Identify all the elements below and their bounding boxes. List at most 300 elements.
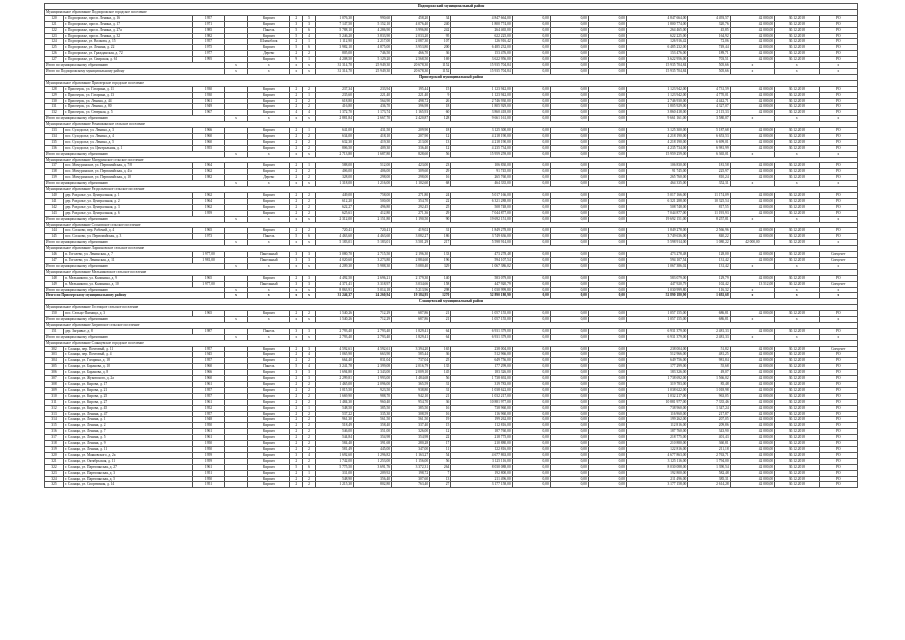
table-cell: 0,00: [512, 92, 550, 98]
table-cell: г. Сланцы, ул. Ленина, д. 2: [64, 423, 193, 429]
table-cell: 42 000,00: [730, 210, 774, 216]
table-cell: Спецсчет: [819, 281, 857, 287]
table-cell: 3 082,27: [392, 234, 430, 240]
table-cell: 42 000,00: [730, 133, 774, 139]
table-cell: 1 065,90: [315, 352, 353, 358]
table-cell: 2: [290, 446, 303, 452]
table-cell: 20 678,30: [392, 68, 430, 74]
table-cell: 91 745,00: [451, 169, 512, 175]
table-cell: 0,00: [588, 382, 626, 388]
table-cell: 0,00: [512, 417, 550, 423]
table-cell: 2: [290, 86, 303, 92]
table-cell: г. Приозерск, ул. Северная, д. 5: [64, 110, 193, 116]
table-cell: 1982: [193, 175, 225, 181]
table-cell: x: [303, 317, 316, 323]
table-cell: 1962: [193, 169, 225, 175]
table-cell: РО: [819, 98, 857, 104]
table-cell: 0,00: [512, 139, 550, 145]
table-cell: 1 067 386,02: [451, 263, 512, 269]
table-cell: 0,00: [512, 98, 550, 104]
table-cell: 209,92: [353, 470, 391, 476]
table-cell: дер. Загривье, д. 8: [64, 328, 193, 334]
table-cell: 0,00: [512, 405, 550, 411]
table-cell: 810,24: [688, 175, 730, 181]
table-cell: 0,00: [588, 169, 626, 175]
table-cell: г. Сланцы, ул. Ленина, д. 1: [64, 417, 193, 423]
table-cell: 30.12.2018: [775, 252, 819, 258]
table-cell: 16: [430, 411, 451, 417]
table-cell: 31: [430, 228, 451, 234]
table-cell: 6 699,01: [688, 139, 730, 145]
table-cell: 200: [430, 45, 451, 51]
table-cell: 23: [430, 163, 451, 169]
table-cell: 305: [45, 364, 64, 370]
table-cell: 2: [290, 133, 303, 139]
table-cell: 423,00: [392, 163, 430, 169]
table-cell: 19: [430, 417, 451, 423]
table-cell: 1: [303, 92, 316, 98]
table-cell: 1 038 622,00: [626, 387, 687, 393]
table-cell: x: [224, 68, 247, 74]
table-cell: 2: [290, 346, 303, 352]
table-cell: x: [290, 181, 303, 187]
table-cell: РО: [819, 382, 857, 388]
table-cell: 42 000,00: [730, 464, 774, 470]
table-cell: 2: [290, 376, 303, 382]
table-cell: 0,00: [512, 133, 550, 139]
table-cell: 1950: [193, 423, 225, 429]
table-cell: x: [819, 116, 857, 122]
table-cell: 1957: [193, 39, 225, 45]
table-cell: РО: [819, 328, 857, 334]
table-cell: 189,71: [688, 51, 730, 57]
table-cell: 594 107,54: [451, 257, 512, 263]
table-cell: 42 000,00: [730, 198, 774, 204]
table-cell: 1 347,24: [688, 405, 730, 411]
table-cell: 42 000,00: [730, 370, 774, 376]
table-cell: 0,00: [550, 328, 588, 334]
table-cell: 221,40: [392, 92, 430, 98]
table-cell: 1 794,00: [688, 458, 730, 464]
table-cell: 30.12.2018: [775, 210, 819, 216]
table-cell: 3 318,97: [353, 281, 391, 287]
table-cell: Кирпич: [248, 275, 290, 281]
table-cell: 30.12.2018: [775, 139, 819, 145]
table-cell: 106 830,00: [626, 163, 687, 169]
table-cell: 354,98: [392, 435, 430, 441]
table-cell: 4 463,60: [353, 234, 391, 240]
table-cell: Кирпич: [248, 387, 290, 393]
table-cell: 5: [303, 15, 316, 21]
table-cell: 20 678,30: [392, 63, 430, 69]
table-cell: 42 000,00: [730, 458, 774, 464]
table-cell: x: [290, 63, 303, 69]
table-cell: 0,00: [588, 175, 626, 181]
table-cell: г. Сланцы, ул. Гагарина, д. 18: [64, 358, 193, 364]
table-cell: 42 000,00: [730, 452, 774, 458]
table-cell: 12: [430, 133, 451, 139]
table-cell: 2 568,50: [392, 57, 430, 63]
table-cell: 1 165,93: [392, 110, 430, 116]
table-cell: 1 030 999,80: [451, 287, 512, 293]
table-cell: РО: [819, 175, 857, 181]
table-cell: 30.12.2018: [775, 387, 819, 393]
table-cell: 2: [290, 476, 303, 482]
table-cell: x: [248, 317, 290, 323]
table-cell: РО: [819, 411, 857, 417]
table-cell: 42 000,00: [730, 39, 774, 45]
table-cell: 3 749 636,00: [451, 234, 512, 240]
table-cell: 409,30: [353, 145, 391, 151]
table-cell: 0,00: [550, 15, 588, 21]
table-cell: 401,43: [688, 435, 730, 441]
table-cell: 3 273,80: [353, 257, 391, 263]
table-cell: РО: [819, 417, 857, 423]
table-cell: 42 000,00: [730, 405, 774, 411]
table-cell: x: [290, 240, 303, 246]
table-cell: 2 696,21: [353, 275, 391, 281]
table-cell: 0,00: [550, 181, 588, 187]
table-cell: 500,00: [353, 198, 391, 204]
table-cell: x: [775, 287, 819, 293]
table-cell: 9 661 161,00: [626, 116, 687, 122]
table-cell: 1930: [193, 86, 225, 92]
table-cell: 102,42: [688, 281, 730, 287]
table-cell: 963,05: [688, 393, 730, 399]
table-cell: 0,00: [512, 234, 550, 240]
table-cell: x: [290, 287, 303, 293]
table-cell: пос. Суходолье, ул. Ленина, д. 4: [64, 133, 193, 139]
table-cell: 746,50: [353, 51, 391, 57]
table-cell: Кирпич: [248, 15, 290, 21]
table-cell: 2 763,71: [688, 452, 730, 458]
table-cell: x: [303, 68, 316, 74]
table-cell: 125: [45, 45, 64, 51]
table-cell: 0,00: [588, 210, 626, 216]
table-cell: x: [248, 240, 290, 246]
table-cell: г. Подпорожье, ул. Волкова, д. 15: [64, 39, 193, 45]
table-cell: 30.12.2018: [775, 257, 819, 263]
table-cell: 42 000,00: [730, 399, 774, 405]
table-cell: 0,00: [588, 476, 626, 482]
table-cell: 30.12.2018: [775, 352, 819, 358]
table-cell: 749,44: [688, 45, 730, 51]
table-cell: Панельный: [248, 252, 290, 258]
table-cell: 95: [430, 33, 451, 39]
table-cell: 0,00: [588, 358, 626, 364]
table-cell: 356,40: [353, 476, 391, 482]
table-cell: РО: [819, 370, 857, 376]
table-cell: 30.12.2018: [775, 476, 819, 482]
table-cell: 22: [430, 198, 451, 204]
table-cell: 131: [45, 104, 64, 110]
table-cell: 144: [45, 228, 64, 234]
table-cell: 347,00: [392, 446, 430, 452]
table-cell: 0,00: [588, 181, 626, 187]
table-cell: 42 000,00: [730, 257, 774, 263]
table-cell: x: [303, 116, 316, 122]
table-cell: 1 829,41: [392, 328, 430, 334]
table-cell: 30.12.2018: [775, 234, 819, 240]
table-cell: 2: [290, 139, 303, 145]
table-cell: 187 760,00: [626, 429, 687, 435]
table-cell: 64: [430, 328, 451, 334]
table-cell: 0,00: [512, 387, 550, 393]
table-cell: РО: [819, 169, 857, 175]
table-cell: 2: [290, 311, 303, 317]
table-cell: 3: [303, 21, 316, 27]
table-cell: 0,00: [512, 311, 550, 317]
table-cell: 0,00: [550, 33, 588, 39]
table-cell: x: [775, 116, 819, 122]
table-cell: 1 032 217,00: [451, 393, 512, 399]
table-cell: 2: [290, 441, 303, 447]
table-cell: 0,00: [550, 163, 588, 169]
table-cell: 0,00: [512, 45, 550, 51]
table-cell: 15 959 259,00: [626, 151, 687, 157]
table-cell: 2 016,79: [392, 364, 430, 370]
table-cell: 419,30: [353, 139, 391, 145]
table-cell: Панель: [248, 364, 290, 370]
table-cell: 512 966,00: [626, 352, 687, 358]
table-cell: 15 935 704,84: [626, 63, 687, 69]
table-cell: 13 512,00: [730, 281, 774, 287]
table-cell: 30.12.2018: [775, 435, 819, 441]
table-cell: 942,10: [392, 393, 430, 399]
table-cell: x: [290, 68, 303, 74]
table-cell: 316: [45, 429, 64, 435]
table-cell: 30.12.2018: [775, 33, 819, 39]
table-cell: г. Сланцы, ул. Ленина, д. 5: [64, 435, 193, 441]
municipality-title: Муниципальное образование Мичуринское сельское поселение: [45, 157, 858, 163]
table-cell: 4: [290, 110, 303, 116]
table-cell: x: [819, 216, 857, 222]
table-cell: 2 033,20: [392, 33, 430, 39]
table-cell: 1960: [193, 376, 225, 382]
table-cell: 30.12.2018: [775, 163, 819, 169]
table-cell: 2 299,81: [315, 376, 353, 382]
table-cell: 0,00: [550, 27, 588, 33]
table-cell: РО: [819, 464, 857, 470]
table-cell: 151: [45, 328, 64, 334]
table-cell: 30.12.2018: [775, 15, 819, 21]
table-cell: 817,55: [688, 204, 730, 210]
table-cell: 5 152,10: [353, 21, 391, 27]
table-cell: 1 981,00: [193, 257, 225, 263]
table-cell: 30.12.2018: [775, 370, 819, 376]
table-cell: x: [290, 263, 303, 269]
table-cell: 146: [45, 252, 64, 258]
table-cell: 209,90: [392, 128, 430, 134]
table-cell: x: [819, 317, 857, 323]
table-cell: 2: [290, 387, 303, 393]
table-cell: 1 540,26: [315, 317, 353, 323]
table-cell: 622 225,00: [626, 33, 687, 39]
table-cell: x: [819, 63, 857, 69]
table-cell: 2: [290, 358, 303, 364]
table-cell: 1957: [193, 358, 225, 364]
table-cell: 233,94: [353, 86, 391, 92]
table-cell: 396,98: [392, 104, 430, 110]
total-label: Итого по муниципальному образованию: [45, 151, 225, 157]
table-cell: x: [224, 317, 247, 323]
table-cell: 302: [45, 346, 64, 352]
table-cell: 0,00: [588, 193, 626, 199]
table-cell: 505,66: [688, 63, 730, 69]
table-cell: 583 079,00: [626, 275, 687, 281]
table-cell: РО: [819, 27, 857, 33]
table-cell: 26: [430, 98, 451, 104]
table-cell: 622 225,00: [451, 33, 512, 39]
table-cell: 0,00: [512, 382, 550, 388]
table-cell: 56: [430, 376, 451, 382]
table-cell: РО: [819, 441, 857, 447]
table-cell: г. Сланцы, ул. Баранова, д. 8: [64, 370, 193, 376]
table-cell: 1959: [193, 452, 225, 458]
table-cell: 129,79: [688, 275, 730, 281]
table-cell: 512 966,00: [451, 352, 512, 358]
table-cell: РО: [819, 33, 857, 39]
table-cell: 42 000,00: [730, 311, 774, 317]
table-cell: г. Подпорожье, просп. Ленина, д. 17: [64, 21, 193, 27]
table-cell: 1 296,82: [353, 452, 391, 458]
table-cell: 7 044 877,00: [626, 210, 687, 216]
table-cell: 132: [45, 110, 64, 116]
table-cell: 0,00: [512, 352, 550, 358]
table-cell: 303: [45, 352, 64, 358]
table-cell: 195,44: [392, 86, 430, 92]
table-cell: 594 107,54: [626, 257, 687, 263]
table-cell: 2 096,00: [353, 382, 391, 388]
table-cell: Кирпич: [248, 133, 290, 139]
table-cell: 12: [430, 429, 451, 435]
table-cell: 0,00: [512, 110, 550, 116]
table-cell: 238 004,00: [451, 346, 512, 352]
table-cell: 129: [45, 92, 64, 98]
table-cell: 121: [45, 21, 64, 27]
table-cell: 385,31: [688, 476, 730, 482]
table-cell: 1: [303, 163, 316, 169]
table-cell: 42 000,00: [730, 387, 774, 393]
table-cell: 0,00: [512, 145, 550, 151]
table-cell: 5: [290, 27, 303, 33]
table-cell: 0,00: [550, 193, 588, 199]
table-cell: Кирпич: [248, 446, 290, 452]
table-cell: x: [303, 151, 316, 157]
table-cell: 0,00: [588, 328, 626, 334]
table-cell: 134: [45, 133, 64, 139]
table-cell: 42 000,00: [730, 228, 774, 234]
table-cell: 351,00: [353, 429, 391, 435]
table-cell: Кирпич: [248, 376, 290, 382]
table-cell: 210 880,00: [626, 441, 687, 447]
table-cell: 4: [303, 364, 316, 370]
table-cell: 107: [430, 39, 451, 45]
table-cell: г. Сланцы, ул. Маяковского, д. 2а: [64, 452, 193, 458]
table-cell: 544,84: [315, 435, 353, 441]
table-cell: 1 057 155,00: [626, 311, 687, 317]
table-cell: 326,00: [392, 429, 430, 435]
table-cell: пос. Суходолье, ул. Ленина, д. 3: [64, 128, 193, 134]
table-cell: 9: [290, 57, 303, 63]
table-cell: 0,00: [550, 252, 588, 258]
table-cell: 11: [430, 446, 451, 452]
table-cell: 0,00: [512, 257, 550, 263]
table-cell: 561,50: [392, 417, 430, 423]
table-cell: x: [819, 181, 857, 187]
table-cell: 581,49: [315, 446, 353, 452]
table-cell: 298,00: [392, 175, 430, 181]
table-cell: 0,00: [550, 234, 588, 240]
table-cell: 0,00: [588, 86, 626, 92]
table-cell: 4 218 190,00: [451, 133, 512, 139]
table-cell: 0,00: [588, 399, 626, 405]
table-cell: 1 067 386,02: [626, 263, 687, 269]
table-cell: 0,00: [512, 128, 550, 134]
table-cell: 763,40: [392, 482, 430, 488]
table-cell: 2: [303, 51, 316, 57]
table-cell: 308: [45, 382, 64, 388]
table-cell: 42 000,00: [730, 128, 774, 134]
table-cell: 1 030 999,80: [626, 287, 687, 293]
table-cell: x: [248, 63, 290, 69]
table-cell: 0,00: [588, 370, 626, 376]
table-cell: x: [224, 287, 247, 293]
table-cell: 2: [303, 86, 316, 92]
table-cell: 3 982,10: [315, 45, 353, 51]
table-cell: пос. Сельцо-Пятница, д. 3: [64, 311, 193, 317]
table-cell: x: [730, 287, 774, 293]
table-cell: РО: [819, 399, 857, 405]
table-cell: 17: [430, 441, 451, 447]
table-cell: 464 335,00: [626, 181, 687, 187]
table-cell: x: [819, 151, 857, 157]
table-cell: 0,00: [512, 287, 550, 293]
municipality-title: Муниципальное образование Подпорожское городское поселение: [45, 9, 858, 15]
table-cell: x: [775, 68, 819, 74]
table-cell: Кирпич: [248, 399, 290, 405]
table-cell: x: [730, 317, 774, 323]
table-cell: 2: [290, 128, 303, 134]
table-cell: 5 080,40: [392, 263, 430, 269]
table-cell: г. Сланцы, ул. Ленина, д. 47: [64, 411, 193, 417]
table-cell: 2 196,30: [392, 252, 430, 258]
table-cell: 264 465,00: [451, 27, 512, 33]
table-cell: 354,70: [392, 198, 430, 204]
table-cell: РО: [819, 45, 857, 51]
table-cell: 1959: [193, 210, 225, 216]
table-cell: 1952: [193, 405, 225, 411]
table-cell: 2: [290, 175, 303, 181]
table-cell: 42 000,00: [730, 57, 774, 63]
table-cell: 56: [430, 458, 451, 464]
table-cell: 720,41: [315, 228, 353, 234]
table-cell: 55,68: [688, 364, 730, 370]
table-cell: 0,00: [588, 128, 626, 134]
table-cell: 126: [45, 51, 64, 57]
table-cell: РО: [819, 128, 857, 134]
table-cell: 10 881 977,00: [451, 399, 512, 405]
table-cell: 0,00: [550, 21, 588, 27]
table-cell: 3 034,66: [392, 281, 430, 287]
table-cell: РО: [819, 275, 857, 281]
table-cell: 0,00: [588, 204, 626, 210]
table-cell: 42 000,00: [730, 110, 774, 116]
table-cell: x: [730, 181, 774, 187]
table-cell: 6 981,99: [688, 145, 730, 151]
municipality-title: Муниципальное образование Сланцевское городское поселение: [45, 340, 858, 346]
municipality-title: Муниципальное образование Загривское сельское поселение: [45, 322, 858, 328]
